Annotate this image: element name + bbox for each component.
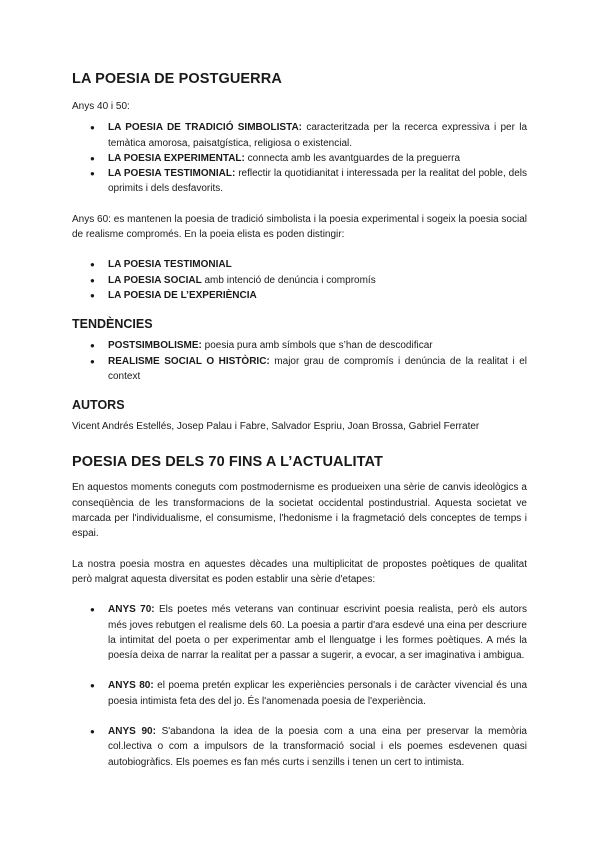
- list-item: ● ANYS 80: el poema pretén explicar les experiències personals i de caràcter vivencial és una poesia intimista feta des del jo. És l'anomenada poesia de l'experiència.: [72, 678, 527, 709]
- list-item: ● LA POESIA SOCIAL amb intenció de denúncia i compromís: [72, 273, 527, 288]
- para-anys-60: Anys 60: es mantenen la poesia de tradició simbolista i la poesia experimental i sogeix la poesia social de realisme compromés. En la poeia elista es poden distingir:: [72, 213, 527, 241]
- para-postmodernisme: En aquestos moments coneguts com postmodernisme es produeixen una sèrie de canvis ideològics a conseqüència de les transformacions de la societat occidental postindustrial. Aquesta societat ve marcada per l'individualisme, el consumisme, l'hedonisme i la fragmetació dels conceptes de temps i espai.: [72, 482, 527, 540]
- list-item: ● LA POESIA DE L’EXPERIÈNCIA: [72, 288, 527, 303]
- list-tendencies: [72, 338, 527, 384]
- autors-list: Vicent Andrés Estellés, Josep Palau i Fabre, Salvador Espriu, Joan Brossa, Gabriel Ferrater: [72, 421, 480, 433]
- document-page: [72, 70, 527, 770]
- heading-postguerra: LA POESIA DE POSTGUERRA: [72, 71, 282, 87]
- list-item: ● LA POESIA EXPERIMENTAL: connecta amb les avantguardes de la preguerra: [72, 151, 527, 166]
- list-item: ● LA POESIA DE TRADICIÓ SIMBOLISTA: caracteritzada per la recerca expressiva i per la temàtica amorosa, paisatgística, religiosa o existencial.: [72, 120, 527, 151]
- para-multiplicitat: La nostra poesia mostra en aquestes dècades una multiplicitat de propostes poètiques de qualitat però malgrat aquesta diversitat es poden establir una sèrie d'etapes:: [72, 558, 527, 585]
- list-etapes: [72, 602, 527, 770]
- heading-poesia-70: POESIA DES DELS 70 FINS A L’ACTUALITAT: [72, 454, 384, 471]
- heading-autors: AUTORS: [72, 398, 125, 413]
- list-item: ● REALISME SOCIAL O HISTÒRIC: major grau de compromís i denúncia de la realitat i el context: [72, 354, 527, 385]
- list-poesia-60: [72, 257, 527, 303]
- list-item: ● ANYS 90: S'abandona la idea de la poesia com a una eina per preservar la memòria col.lectiva o com a impulsors de la transformació social i els poemes esdevenen quasi autobiogràfics. Els poemes es fan més curts i senzills i tenen un cert to intimista.: [72, 724, 527, 770]
- list-item: ● LA POESIA TESTIMONIAL: [72, 257, 527, 272]
- list-item: ● ANYS 70: Els poetes més veterans van continuar escrivint poesia realista, però els autors més joves rebutgen el realisme dels 60. La poesia a partir d'ara esdevé una eina per descriure la intimitat del poeta o per experimentar amb el llenguatge i les formes poètiques. A més la poesía deixa de narrar la realitat per a passar a sugerir, a evocar, a ser imaginativa i ambigua.: [72, 602, 527, 663]
- list-item: ● LA POESIA TESTIMONIAL: reflectir la quotidianitat i interessada per la realitat del poble, dels oprimits i dels desfavorits.: [72, 166, 527, 197]
- intro-anys-40-50: Anys 40 i 50:: [72, 101, 130, 112]
- heading-tendencies: TENDÈNCIES: [72, 317, 153, 332]
- list-item: ● POSTSIMBOLISME: poesia pura amb símbols que s’han de descodificar: [72, 338, 527, 353]
- list-poesia-40-50: [72, 120, 527, 196]
